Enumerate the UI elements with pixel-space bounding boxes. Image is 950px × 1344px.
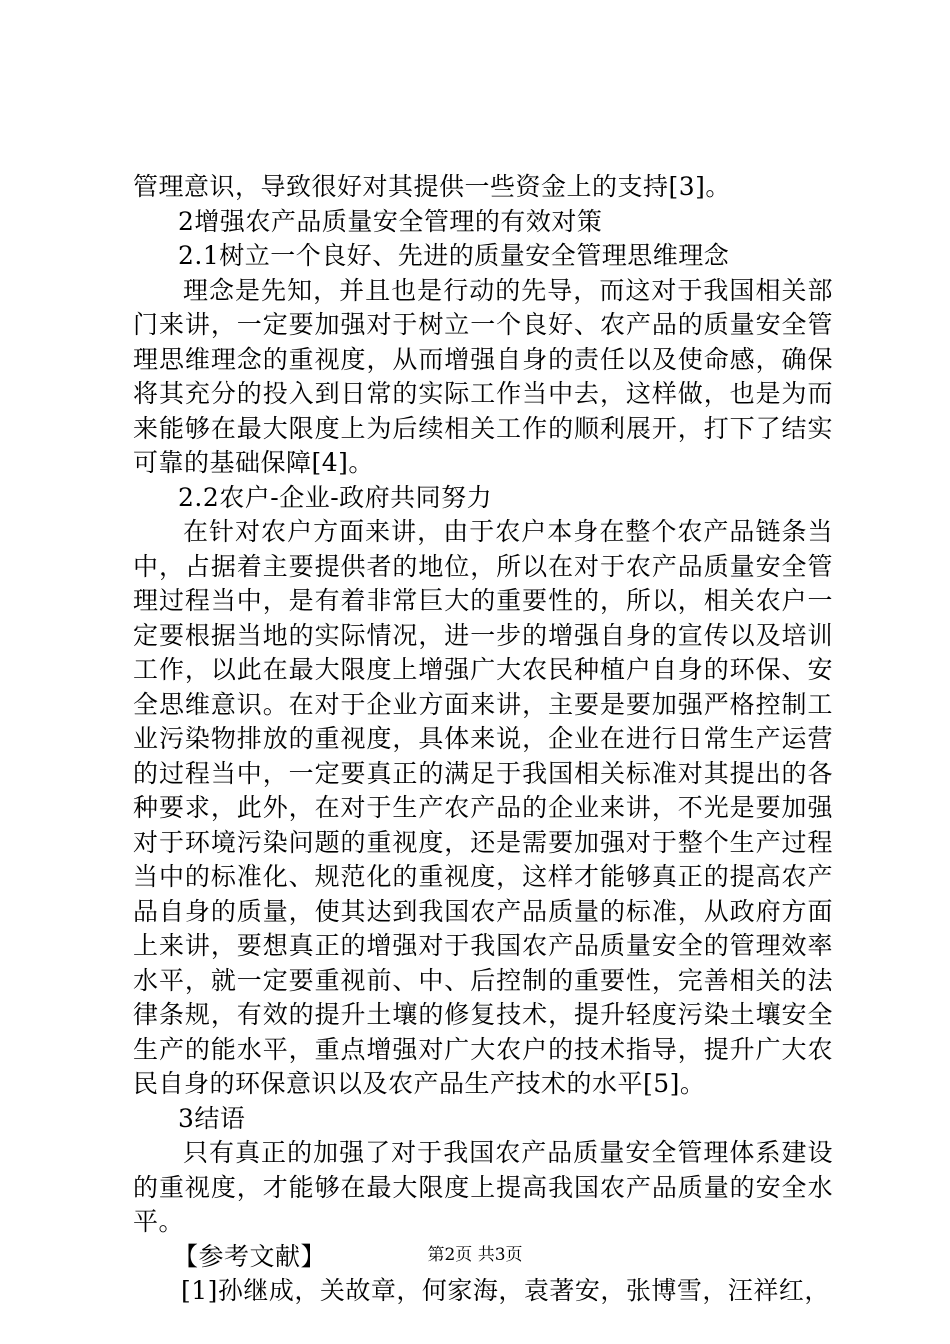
references-heading: 【参考文献】 (173, 1241, 327, 1271)
body-paragraph-3: 只有真正的加强了对于我国农产品质量安全管理体系建设的重视度，才能够在最大限度上提高我国农产品质量的安全水平。 (133, 1138, 833, 1236)
body-paragraph-2-1: 理念是先知，并且也是行动的先导，而这对于我国相关部门来讲，一定要加强对于树立一个良好、农产品的质量安全管理思维理念的重视度，从而增强自身的责任以及使命感，确保将其充分的投入到日常的实际工作当中去，这样做，也是为而来能够在最大限度上为后续相关工作的顺利展开，打下了结实可靠的基础保障[4]。 (133, 275, 833, 477)
subsection-heading-2-2: 2.2农户-企业-政府共同努力 (178, 482, 493, 512)
document-body (133, 170, 833, 1309)
reference-item: [1]孙继成，关故章，何家海，袁著安，张博雪，汪祥红， (181, 1276, 830, 1305)
section-heading-2: 2增强农产品质量安全管理的有效对策 (178, 206, 603, 236)
subsection-heading-2-1: 2.1树立一个良好、先进的质量安全管理思维理念 (178, 241, 730, 270)
body-paragraph-2-2: 在针对农户方面来讲，由于农户本身在整个农产品链条当中，占据着主要提供者的地位，所以在对于农产品质量安全管理过程当中，是有着非常巨大的重要性的，所以，相关农户一定要根据当地的实际情况，进一步的增强自身的宣传以及培训工作，以此在最大限度上增强广大农民种植户自身的环保、安全思维意识。在对于企业方面来讲，主要是要加强严格控制工业污染物排放的重视度，具体来说，企业在进行日常生产运营的过程当中，一定要真正的满足于我国相关标准对其提出的各种要求，此外，在对于生产农产品的企业来讲，不光是要加强对于环境污染问题的重视度，还是需要加强对于整个生产过程当中的标准化、规范化的重视度，这样才能够真正的提高农产品自身的质量，使其达到我国农产品质量的标准，从政府方面上来讲，要想真正的增强对于我国农产品质量安全的管理效率水平，就一定要重视前、中、后控制的重要性，完善相关的法律条规，有效的提升土壤的修复技术，提升轻度污染土壤安全生产的能水平，重点增强对广大农户的技术指导，提升广大农民自身的环保意识以及农产品生产技术的水平[5]。 (133, 517, 833, 1098)
page-footer: 第2页 共3页 (427, 1245, 523, 1265)
section-heading-3: 3结语 (178, 1103, 246, 1133)
continued-paragraph: 管理意识，导致很好对其提供一些资金上的支持[3]。 (133, 172, 731, 201)
